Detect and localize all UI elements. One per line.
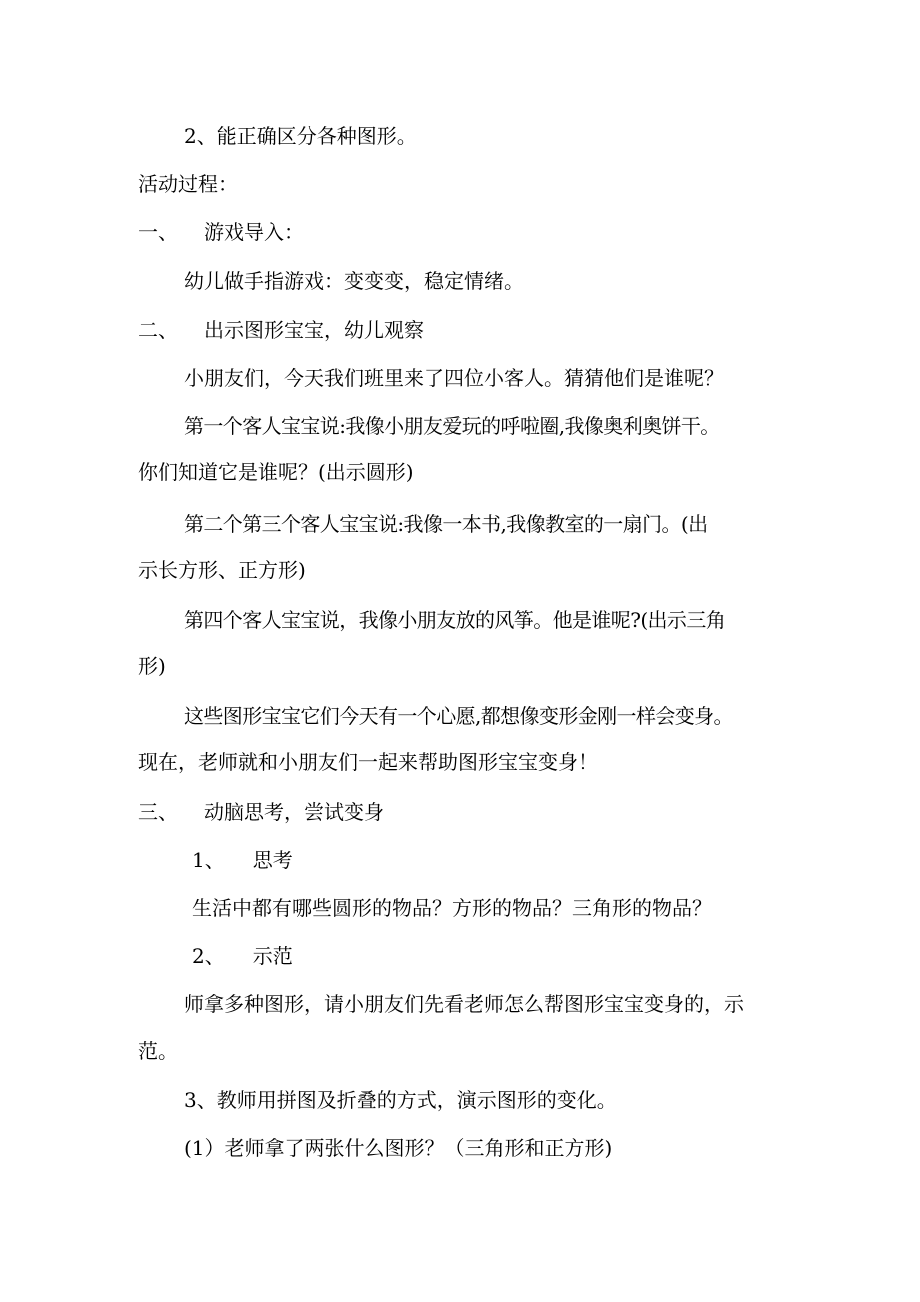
paragraph: 幼儿做手指游戏：变变变，稳定情绪。 [184,269,524,293]
section-heading-process: 活动过程： [138,172,238,196]
paragraph: 3、教师用拼图及折叠的方式，演示图形的变化。 [184,1088,617,1112]
paragraph-continuation: 范。 [138,1039,178,1063]
subsection-title: 思考 [252,848,293,872]
section-three-heading [138,798,384,826]
section-one-heading [138,218,304,246]
objective-2: 2、能正确区分各种图形。 [184,124,417,148]
subsection-heading [192,942,293,970]
paragraph: 第一个客人宝宝说:我像小朋友爱玩的呼啦圈,我像奥利奥饼干。 [184,414,720,438]
section-number: 一、 [138,220,178,244]
subsection-number: 2、 [192,944,225,968]
section-title: 动脑思考，尝试变身 [204,800,384,824]
section-title: 游戏导入： [204,220,304,244]
paragraph-continuation: 示长方形、正方形) [138,558,306,582]
subsection-number: 1、 [192,848,225,872]
paragraph: 这些图形宝宝它们今天有一个心愿,都想像变形金刚一样会变身。 [184,704,733,728]
paragraph: (1）老师拿了两张什么图形？（三角形和正方形) [184,1136,613,1160]
section-title: 出示图形宝宝，幼儿观察 [204,318,424,342]
subsection-heading [192,846,293,874]
paragraph-continuation: 现在，老师就和小朋友们一起来帮助图形宝宝变身！ [138,750,598,774]
paragraph-continuation: 你们知道它是谁呢？(出示圆形) [138,460,414,484]
paragraph: 师拿多种图形，请小朋友们先看老师怎么帮图形宝宝变身的，示 [184,992,744,1016]
paragraph: 生活中都有哪些圆形的物品？方形的物品？三角形的物品？ [192,896,712,920]
section-number: 二、 [138,318,178,342]
paragraph-continuation: 形) [138,654,166,678]
subsection-title: 示范 [252,944,293,968]
paragraph: 小朋友们，今天我们班里来了四位小客人。猜猜他们是谁呢？ [184,366,724,390]
section-number: 三、 [138,800,178,824]
paragraph: 第四个客人宝宝说，我像小朋友放的风筝。他是谁呢?(出示三角 [184,608,726,632]
section-two-heading [138,316,424,344]
paragraph: 第二个第三个客人宝宝说:我像一本书,我像教室的一扇门。(出 [184,512,708,536]
